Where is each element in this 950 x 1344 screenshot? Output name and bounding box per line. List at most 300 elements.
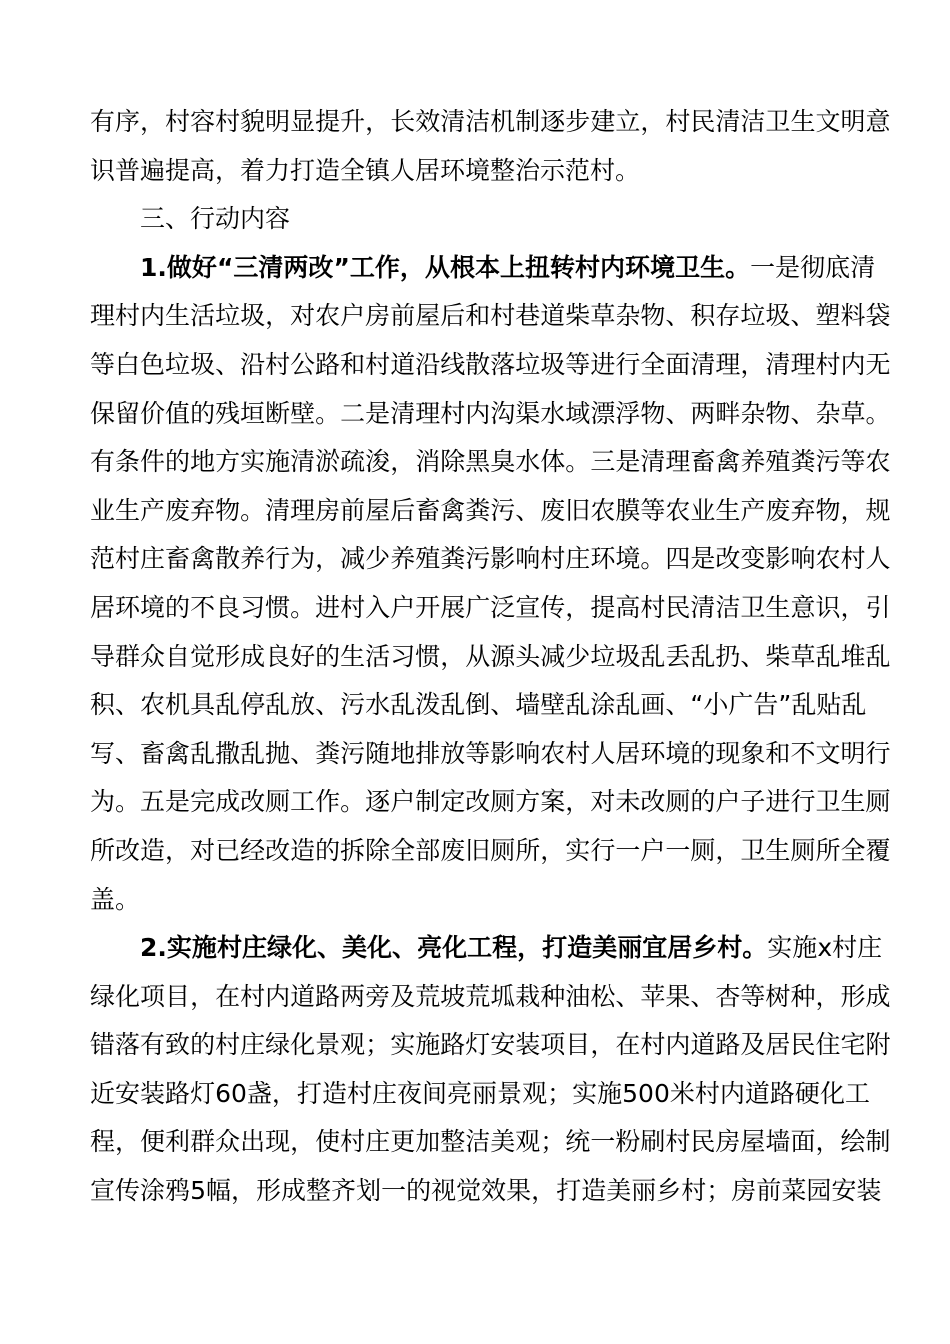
text-char: 村 — [240, 981, 266, 1011]
text-char: 浚 — [365, 447, 391, 477]
text-char: 进 — [315, 592, 341, 622]
text-char: 物 — [640, 398, 666, 428]
text-char: 人 — [865, 544, 891, 574]
text-char: 柴 — [565, 301, 591, 331]
text-char: 草 — [840, 398, 866, 428]
bold-char: 村 — [717, 933, 743, 963]
text-line — [90, 633, 891, 682]
text-char: 效 — [481, 1176, 507, 1206]
text-char: 加 — [415, 1127, 441, 1157]
text-char: 行 — [865, 738, 891, 768]
text-char: 洁 — [465, 107, 491, 136]
text-char: 污 — [465, 544, 491, 574]
text-char: 行 — [790, 787, 816, 817]
text-char: 屋 — [415, 301, 441, 331]
bold-char: 做 — [166, 252, 192, 282]
text-char: 从 — [465, 641, 491, 671]
text-char: 前 — [340, 495, 366, 525]
bold-char: 内 — [600, 252, 626, 282]
text-char: 农 — [590, 495, 616, 525]
text-char: 环 — [640, 738, 666, 768]
text-char: 出 — [240, 1127, 266, 1157]
bold-char: 、 — [317, 933, 343, 963]
text-char: 广 — [465, 592, 491, 622]
text-char: 污 — [340, 690, 366, 720]
text-char: 绿 — [265, 1030, 291, 1060]
text-char: 、 — [665, 301, 691, 331]
text-char: 惯 — [415, 641, 441, 671]
text-char: 倒 — [465, 690, 491, 720]
text-char: 定 — [440, 787, 466, 817]
text-line — [90, 1118, 891, 1167]
text-char: 前 — [756, 1176, 782, 1206]
text-char: 。 — [640, 544, 666, 574]
text-char: 物 — [765, 398, 791, 428]
text-char: 在 — [615, 1030, 641, 1060]
text-char: 五 — [140, 787, 166, 817]
text-char: 一 — [750, 252, 776, 282]
text-char: 水 — [365, 690, 391, 720]
text-char: 村 — [340, 1127, 366, 1157]
text-char: 进 — [590, 349, 616, 379]
text-char: 农 — [540, 738, 566, 768]
bold-char: 、 — [392, 933, 418, 963]
text-char: ， — [715, 835, 741, 865]
text-char: 建 — [590, 107, 616, 136]
text-char: 行 — [590, 835, 616, 865]
text-char: 有 — [90, 447, 116, 477]
text-char: 清 — [265, 495, 291, 525]
text-char: 文 — [815, 107, 841, 136]
text-char: 造 — [581, 1176, 607, 1206]
text-char: 盏 — [246, 1078, 272, 1108]
text-char: 内 — [719, 1078, 745, 1108]
text-char: 影 — [490, 738, 516, 768]
text-char: 。 — [565, 447, 591, 477]
text-char: 效 — [415, 107, 441, 136]
text-char: 文 — [815, 738, 841, 768]
text-char: 垃 — [515, 349, 541, 379]
text-char: 入 — [365, 592, 391, 622]
text-char: 村 — [215, 1030, 241, 1060]
text-char: 惯 — [265, 592, 291, 622]
bold-char: 工 — [467, 933, 493, 963]
text-char: ， — [165, 835, 191, 865]
text-char: 二 — [340, 398, 366, 428]
text-char: 不 — [790, 738, 816, 768]
text-char: 为 — [90, 787, 116, 817]
text-char: 少 — [365, 544, 391, 574]
text-char: ， — [140, 107, 166, 136]
text-char: 案 — [540, 787, 566, 817]
text-char: 等 — [465, 738, 491, 768]
text-char: 的 — [190, 398, 216, 428]
text-char: 两 — [690, 398, 716, 428]
text-char: 安 — [831, 1176, 857, 1206]
text-char: 实 — [572, 1078, 598, 1108]
text-char: 绿 — [90, 981, 116, 1011]
text-char: 庄 — [240, 1030, 266, 1060]
text-char: 安 — [115, 1078, 141, 1108]
text-char: 粉 — [615, 1127, 641, 1157]
text-char: 生 — [115, 495, 141, 525]
text-char: 地 — [390, 738, 416, 768]
text-char: 和 — [765, 738, 791, 768]
text-char: 良 — [215, 592, 241, 622]
text-char: 残 — [215, 398, 241, 428]
text-char: 断 — [265, 398, 291, 428]
text-char: 及 — [740, 1030, 766, 1060]
text-char: 柴 — [765, 641, 791, 671]
text-char: 公 — [290, 349, 316, 379]
text-char: 境 — [140, 592, 166, 622]
text-char: 内 — [840, 349, 866, 379]
text-char: 污 — [490, 495, 516, 525]
text-char: 洁 — [740, 107, 766, 136]
text-char: 废 — [165, 495, 191, 525]
text-char: 形 — [256, 1176, 282, 1206]
text-char: 停 — [240, 690, 266, 720]
text-char: 荒 — [415, 981, 441, 1011]
bold-char: 程 — [492, 933, 518, 963]
text-char: ， — [531, 1176, 557, 1206]
text-char: 的 — [690, 787, 716, 817]
text-char: 废 — [440, 835, 466, 865]
text-char: 整 — [440, 1127, 466, 1157]
text-char: 种 — [540, 981, 566, 1011]
text-char: 为 — [290, 544, 316, 574]
text-char: 放 — [440, 738, 466, 768]
text-line — [90, 98, 891, 147]
text-char: 沿 — [415, 349, 441, 379]
text-char: 松 — [590, 981, 616, 1011]
text-char: 卫 — [765, 107, 791, 136]
text-char: 宅 — [840, 1030, 866, 1060]
text-char: 村 — [365, 349, 391, 379]
bold-char: 实 — [166, 933, 192, 963]
text-char: 实 — [767, 933, 793, 963]
text-char: ； — [540, 1127, 566, 1157]
text-char: 村 — [694, 1078, 720, 1108]
text-char: ， — [640, 107, 666, 136]
text-char: 内 — [665, 1030, 691, 1060]
text-char: 好 — [290, 641, 316, 671]
text-char: 部 — [415, 835, 441, 865]
text-char: 对 — [190, 835, 216, 865]
text-char: 制 — [515, 107, 541, 136]
text-char: 弃 — [790, 495, 816, 525]
text-char: 住 — [815, 1030, 841, 1060]
text-char: 0 — [653, 1078, 670, 1108]
text-char: 乱 — [565, 690, 591, 720]
text-char: 坡 — [440, 981, 466, 1011]
text-char: 前 — [390, 301, 416, 331]
text-char: 值 — [165, 398, 191, 428]
text-char: 化 — [115, 981, 141, 1011]
text-char: 色 — [140, 349, 166, 379]
text-char: 户 — [390, 787, 416, 817]
text-char: 道 — [390, 349, 416, 379]
bold-char: 境 — [650, 252, 676, 282]
text-char: 生 — [765, 592, 791, 622]
text-char: 村 — [115, 544, 141, 574]
text-char: 后 — [440, 301, 466, 331]
text-char: 造 — [321, 1078, 347, 1108]
text-char: 明 — [840, 738, 866, 768]
text-char: 造 — [140, 835, 166, 865]
text-char: 、 — [215, 349, 241, 379]
text-char: 环 — [590, 544, 616, 574]
text-char: 0 — [230, 1078, 247, 1108]
text-char: 乡 — [656, 1176, 682, 1206]
text-char: 屋 — [365, 495, 391, 525]
text-char: 、 — [690, 981, 716, 1011]
text-char: ， — [565, 787, 591, 817]
text-char: 农 — [815, 544, 841, 574]
line-text: 三、行动内容 — [140, 204, 291, 234]
text-line — [90, 681, 867, 730]
text-char: 小 — [703, 690, 729, 720]
text-char: 路 — [440, 1030, 466, 1060]
bold-char: 宜 — [642, 933, 668, 963]
text-char: 庄 — [371, 1078, 397, 1108]
text-char: 膜 — [615, 495, 641, 525]
bold-char: 施 — [191, 933, 217, 963]
text-char: 行 — [615, 349, 641, 379]
text-char: 、 — [740, 641, 766, 671]
text-char: 项 — [140, 981, 166, 1011]
text-char: 传 — [115, 1176, 141, 1206]
text-char: 装 — [856, 1176, 882, 1206]
text-char: 机 — [490, 107, 516, 136]
text-char: 实 — [240, 447, 266, 477]
text-char: 、 — [665, 690, 691, 720]
text-char: 等 — [740, 981, 766, 1011]
text-line — [90, 292, 891, 341]
text-char: 观 — [515, 1127, 541, 1157]
text-char: 杂 — [740, 398, 766, 428]
text-char: 油 — [565, 981, 591, 1011]
text-char: 成 — [215, 787, 241, 817]
text-char: 目 — [565, 1030, 591, 1060]
text-char: 居 — [90, 592, 116, 622]
text-char: 源 — [490, 641, 516, 671]
text-char: 居 — [615, 738, 641, 768]
text-char: 意 — [865, 107, 891, 136]
text-char: 显 — [290, 107, 316, 136]
text-char: 村 — [165, 107, 191, 136]
text-char: 和 — [465, 301, 491, 331]
text-char: 乱 — [440, 690, 466, 720]
text-char: 废 — [765, 495, 791, 525]
text-char: 厕 — [490, 835, 516, 865]
text-char: 生 — [790, 107, 816, 136]
text-char: 米 — [669, 1078, 695, 1108]
bold-char: 美 — [592, 933, 618, 963]
bold-char: 本 — [474, 252, 500, 282]
document-page — [90, 98, 891, 1216]
text-char: 打 — [556, 1176, 582, 1206]
bold-char: 好 — [191, 252, 217, 282]
text-char: 道 — [540, 301, 566, 331]
text-char: 变 — [740, 544, 766, 574]
text-char: 塑 — [815, 301, 841, 331]
text-char: ， — [390, 447, 416, 477]
text-char: 觉 — [190, 641, 216, 671]
text-line — [90, 1021, 891, 1070]
text-char: 具 — [190, 690, 216, 720]
text-char: 道 — [290, 981, 316, 1011]
text-char: 形 — [840, 981, 866, 1011]
text-char: 提 — [590, 592, 616, 622]
text-char: 理 — [90, 301, 116, 331]
text-char: 。 — [865, 398, 891, 428]
text-char: 厕 — [790, 835, 816, 865]
bold-char: 庄 — [241, 933, 267, 963]
text-char: 生 — [840, 787, 866, 817]
text-char: 村 — [490, 301, 516, 331]
text-char: 美 — [490, 1127, 516, 1157]
text-char: 地 — [190, 447, 216, 477]
text-char: 村 — [665, 107, 691, 136]
text-char: 户 — [640, 835, 666, 865]
text-char: 清 — [765, 349, 791, 379]
text-char: 弃 — [190, 495, 216, 525]
text-char: 户 — [390, 592, 416, 622]
text-char: 绘 — [840, 1127, 866, 1157]
text-char: 鸦 — [165, 1176, 191, 1206]
text-char: 污 — [815, 447, 841, 477]
text-char: 乱 — [265, 690, 291, 720]
text-char: 体 — [540, 447, 566, 477]
text-char: 村 — [840, 544, 866, 574]
text-char: 丽 — [631, 1176, 657, 1206]
text-char: 清 — [390, 398, 416, 428]
text-char: 畜 — [140, 738, 166, 768]
text-char: 打 — [296, 1078, 322, 1108]
text-char: 装 — [140, 1078, 166, 1108]
bold-char: ， — [517, 933, 543, 963]
text-char: 序 — [115, 107, 141, 136]
text-char: 底 — [825, 252, 851, 282]
text-char: ； — [547, 1078, 573, 1108]
text-char: 宣 — [90, 1176, 116, 1206]
text-char: 除 — [440, 447, 466, 477]
text-char: 杏 — [715, 981, 741, 1011]
text-char: 散 — [465, 349, 491, 379]
text-char: 坬 — [490, 981, 516, 1011]
text-char: 洁 — [465, 1127, 491, 1157]
text-char: ， — [440, 641, 466, 671]
text-char: 众 — [215, 1127, 241, 1157]
text-char: 等 — [840, 447, 866, 477]
text-char: 旧 — [565, 495, 591, 525]
text-char: 清 — [640, 447, 666, 477]
text-char: 所 — [515, 835, 541, 865]
text-char: 垃 — [165, 349, 191, 379]
text-char: 。 — [115, 787, 141, 817]
text-char: ， — [815, 1127, 841, 1157]
text-char: ， — [840, 495, 866, 525]
text-char: 写 — [90, 738, 116, 768]
text-char: 乱 — [841, 690, 867, 720]
text-char: 旁 — [365, 981, 391, 1011]
text-char: 意 — [790, 592, 816, 622]
text-char: 生 — [165, 301, 191, 331]
text-char: 乱 — [240, 738, 266, 768]
text-char: 头 — [515, 641, 541, 671]
text-char: 化 — [819, 1078, 845, 1108]
text-char: 垃 — [215, 301, 241, 331]
text-char: 后 — [390, 495, 416, 525]
text-char: 导 — [90, 641, 116, 671]
text-char: 象 — [740, 738, 766, 768]
text-char: 一 — [615, 835, 641, 865]
text-char: 村 — [640, 1030, 666, 1060]
text-char: 。 — [340, 787, 366, 817]
text-char: 改 — [265, 835, 291, 865]
text-char: 产 — [740, 495, 766, 525]
text-line — [90, 827, 891, 876]
text-char: 环 — [115, 592, 141, 622]
text-line — [90, 438, 891, 487]
bold-char: . — [157, 252, 167, 282]
text-char: 厕 — [865, 787, 891, 817]
text-char: 灯 — [465, 1030, 491, 1060]
text-char: 良 — [265, 641, 291, 671]
text-char: 广 — [728, 690, 754, 720]
text-char: 禽 — [165, 738, 191, 768]
text-char: 村 — [815, 349, 841, 379]
text-char: 子 — [740, 787, 766, 817]
text-char: 错 — [90, 1030, 116, 1060]
text-char: 村 — [640, 592, 666, 622]
text-char: 禽 — [190, 544, 216, 574]
text-char: 识 — [815, 592, 841, 622]
text-line — [90, 487, 891, 536]
text-char: 的 — [406, 1176, 432, 1206]
text-char: 间 — [422, 1078, 448, 1108]
text-char: 粪 — [465, 495, 491, 525]
text-char: 庄 — [565, 544, 591, 574]
text-char: 6 — [215, 1078, 231, 1108]
text-char: ” — [778, 690, 792, 720]
text-char: 改 — [715, 544, 741, 574]
text-char: 活 — [365, 641, 391, 671]
text-char: 沟 — [490, 398, 516, 428]
text-char: 淤 — [315, 447, 341, 477]
bold-char: 1 — [140, 252, 158, 282]
text-char: 内 — [465, 398, 491, 428]
text-char: 村 — [115, 301, 141, 331]
text-char: 清 — [850, 252, 876, 282]
text-char: 乱 — [215, 690, 241, 720]
text-line — [90, 973, 891, 1022]
text-char: 清 — [440, 107, 466, 136]
text-char: 的 — [165, 592, 191, 622]
text-char: 民 — [790, 1030, 816, 1060]
text-char: 已 — [215, 835, 241, 865]
text-char: 响 — [515, 738, 541, 768]
text-char: 庄 — [140, 544, 166, 574]
text-char: 泛 — [490, 592, 516, 622]
text-char: 果 — [506, 1176, 532, 1206]
text-char: 庄 — [857, 933, 883, 963]
text-char: 幅 — [205, 1176, 231, 1206]
bold-char: 两 — [283, 252, 309, 282]
text-char: 5 — [622, 1078, 639, 1108]
text-char: 生 — [340, 641, 366, 671]
